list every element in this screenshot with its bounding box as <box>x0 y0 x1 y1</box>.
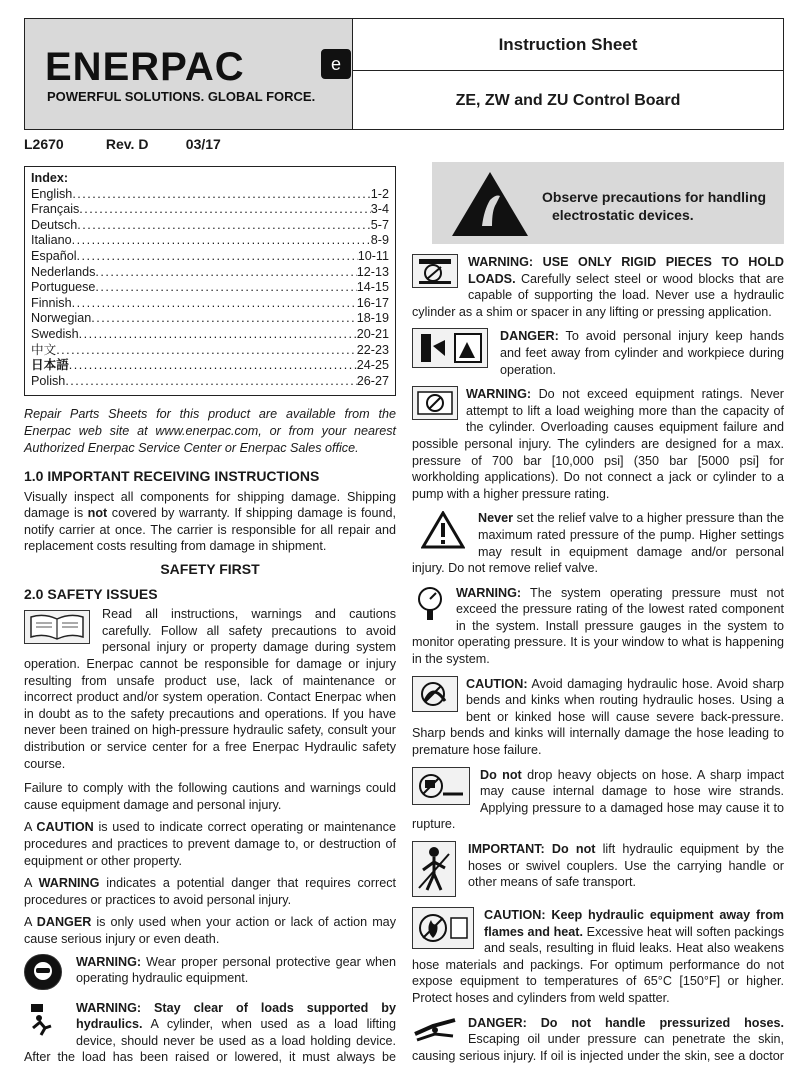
receiving-paragraph: Visually inspect all components for shipping damage. Shipping damage is not covered by warranty. If shipping damage is found, notify carrier at once. The carrier is responsible for all repair and replacement costs resulting from damage in shipment. <box>24 489 396 554</box>
index-pages: 22-23 <box>356 342 389 357</box>
hose-caution: CAUTION: Avoid damaging hydraulic hose. Avoid sharp bends and kinks when routing hydraulic hoses. Using a bent or kinked hose will cause severe back-pressure. Sharp bends and kinks will internally damage the hose leading to premature hose failure. <box>412 676 784 758</box>
esd-line-2: electrostatic devices. <box>552 207 694 223</box>
index-pages: 5-7 <box>370 217 389 232</box>
index-row[interactable] <box>31 374 389 390</box>
lift-by-hose-warning: IMPORTANT: Do not lift hydraulic equipment by the hoses or swivel couplers. Use the carrying handle or other means of safe transport. <box>468 842 784 890</box>
safety-intro: Read all instructions, warnings and cautions carefully. Follow all safety precautions to avoid personal injury or property damage during system operation. Enerpac cannot be responsible for damage or injury resulting from unsafe product use, lack of maintenance or incorrect product and/or system operation. Contact Enerpac when in doubt as to the safety precautions and operations. If you have never been trained on high-pressure hydraulic safety, consult your distribution or service center for a free Enerpac Hydraulic safety course. <box>24 607 396 771</box>
left-column <box>24 166 396 1066</box>
ppe-warning: WARNING: Wear proper personal protective gear when operating hydraulic equipment. <box>76 954 396 986</box>
index-pages: 20-21 <box>356 326 389 341</box>
index-language: 中文 <box>31 342 57 357</box>
brand-panel <box>25 19 353 129</box>
index-pages: 1-2 <box>370 186 389 201</box>
index-language: Finnish <box>31 295 72 310</box>
index-pages: 3-4 <box>370 202 389 217</box>
hands-danger: DANGER: To avoid personal injury keep hands and feet away from cylinder and workpiece during operation. <box>500 329 784 377</box>
index-language: Italiano <box>31 233 72 248</box>
index-pages: 16-17 <box>356 295 389 310</box>
pressurized-hose-block <box>412 1015 784 1066</box>
gauge-warning-block <box>412 585 784 668</box>
index-language: Portuguese <box>31 280 96 295</box>
enerpac-logo: ENERPAC <box>45 45 245 89</box>
index-language: Norwegian <box>31 311 92 326</box>
revision: Rev. D <box>105 136 149 152</box>
pressure-gauge-icon <box>412 585 448 625</box>
index-row[interactable] <box>31 296 389 312</box>
read-instructions-block <box>24 606 396 772</box>
document-header <box>24 18 784 130</box>
relief-valve-block <box>412 510 784 576</box>
index-row[interactable] <box>31 233 389 249</box>
failure-warning: Failure to comply with the following cautions and warnings could cause equipment damage and personal injury. <box>24 781 396 812</box>
loads-warning-block <box>24 1000 396 1066</box>
relief-valve-note: Never set the relief valve to a higher pressure than the maximum rated pressure of the pump. Higher settings may result in equipment damage and/or personal injury. Do not remove relief valve. <box>412 511 784 576</box>
right-column <box>412 162 784 1066</box>
language-index <box>24 166 396 396</box>
crush-hazard-icon <box>412 328 488 368</box>
section-1-heading: 1.0 IMPORTANT RECEIVING INSTRUCTIONS <box>24 468 320 485</box>
index-pages: 24-25 <box>356 358 389 373</box>
index-row[interactable] <box>31 202 389 218</box>
drop-objects-warning: Do not drop heavy objects on hose. A sharp impact may cause internal damage to hose wire strands. Applying pressure to a damaged hose may cause it to rupture. <box>412 767 784 832</box>
ppe-warning-block <box>24 954 396 992</box>
index-pages: 10-11 <box>357 248 389 263</box>
product-title: ZE, ZW and ZU Control Board <box>455 92 681 109</box>
index-row[interactable] <box>31 249 389 265</box>
overload-icon <box>412 386 458 420</box>
flame-heat-icon <box>412 907 474 949</box>
index-pages: 18-19 <box>356 311 389 326</box>
index-language: English <box>31 186 73 201</box>
section-2-heading: 2.0 SAFETY ISSUES <box>24 585 158 602</box>
hands-danger-block <box>412 328 784 378</box>
loads-warning: WARNING: Stay clear of loads supported by hydraulics. A cylinder, when used as a load lifting device, should never be used as a load holding device. After the load has been raised or lowered, it must always be <box>24 1000 396 1065</box>
index-row[interactable] <box>31 265 389 281</box>
oil-injection-icon <box>412 1015 458 1045</box>
index-language: Swedish <box>31 326 79 341</box>
rigid-pieces-warning: WARNING: USE ONLY RIGID PIECES TO HOLD LOADS. Carefully select steel or wood blocks that are capable of supporting the load. Never use a hydraulic cylinder as a shim or spacer in any lifting or pressing application. <box>412 255 784 319</box>
danger-definition: A DANGER is only used when your action or lack of action may cause serious injury or even death. <box>24 915 396 946</box>
rigid-pieces-block <box>412 254 784 320</box>
index-language: Français <box>31 202 80 217</box>
index-language: Nederlands <box>31 264 96 279</box>
index-language: Polish <box>31 373 66 388</box>
index-pages: 12-13 <box>356 264 389 279</box>
drop-objects-block <box>412 767 784 833</box>
title-panel <box>353 19 783 129</box>
index-row[interactable] <box>31 343 389 359</box>
index-pages: 14-15 <box>356 280 389 295</box>
heat-caution-block <box>412 907 784 1007</box>
index-language: Español <box>31 248 77 263</box>
caution-definition: A CAUTION is used to indicate correct operating or maintenance procedures and practices to prevent damage to, or destruction of equipment or other property. <box>24 820 396 868</box>
pressurized-hose-danger: DANGER: Do not handle pressurized hoses. Escaping oil under pressure can penetrate the skin, causing serious injury. If oil is injected under the skin, see a doctor <box>412 1015 784 1063</box>
protective-gear-icon <box>24 954 62 990</box>
index-row[interactable] <box>31 327 389 343</box>
index-row[interactable] <box>31 280 389 296</box>
index-row[interactable] <box>31 358 389 374</box>
index-language: Deutsch <box>31 217 78 232</box>
kinked-hose-icon <box>412 676 458 712</box>
carry-handle-icon <box>412 841 456 897</box>
index-title: Index: <box>31 171 69 185</box>
manual-book-icon <box>24 610 90 644</box>
hose-caution-block <box>412 676 784 759</box>
warning-definition: A WARNING indicates a potential danger that requires correct procedures or practices to avoid personal injury. <box>24 876 396 907</box>
doc-date: 03/17 <box>185 136 221 152</box>
index-row[interactable] <box>31 311 389 327</box>
lift-by-hose-block <box>412 841 784 899</box>
falling-object-icon <box>412 767 470 805</box>
esd-line-1: Observe precautions for handling <box>542 189 767 205</box>
esd-warning-icon <box>450 170 530 238</box>
ratings-warning: WARNING: Do not exceed equipment ratings. Never attempt to lift a load weighing more than the capacity of the cylinder. Overloading causes equipment failure and possible personal injury. The cylinders are designed for a max. pressure of 700 bar [10,000 psi] (350 bar [5000 psi] for workholding applications). Do not connect a jack or cylinder to a pump with a higher pressure rating. <box>412 387 784 501</box>
index-row[interactable] <box>31 187 389 203</box>
repair-parts-note: Repair Parts Sheets for this product are available from the Enerpac web site at www.enerpac.com, or from your nearest Authorized Enerpac Service Center or Enerpac Sales office. <box>24 407 396 455</box>
rigid-block-icon <box>412 254 458 288</box>
index-language: 日本語 <box>31 358 69 373</box>
index-pages: 26-27 <box>356 373 389 388</box>
tagline: POWERFUL SOLUTIONS. GLOBAL FORCE. <box>47 89 316 104</box>
heat-caution: CAUTION: Keep hydraulic equipment away from flames and heat. Excessive heat will soften packings and seals, resulting in fluid leaks. Heat also weakens hose materials and packings. For optimum performance do not expose equipment to temperatures of 65°C [150°F] or higher. Protect hoses and cylinders from weld spatter. <box>412 908 784 1005</box>
sheet-type: Instruction Sheet <box>353 19 783 71</box>
ratings-warning-block <box>412 386 784 502</box>
index-pages: 8-9 <box>370 233 389 248</box>
esd-notice <box>432 162 784 244</box>
safety-first-heading: SAFETY FIRST <box>160 561 260 578</box>
document-info <box>24 136 221 152</box>
doc-number: L2670 <box>24 136 64 152</box>
index-row[interactable] <box>31 218 389 234</box>
gauge-warning: WARNING: The system operating pressure must not exceed the pressure rating of the lowest rated component in the system. Install pressure gauges in the system to monitor operating pressure. It is your window to what is happening in the system. <box>412 585 784 667</box>
falling-load-icon <box>24 1002 62 1038</box>
warning-triangle-icon <box>416 510 470 550</box>
logo-mark-icon: e <box>321 49 351 79</box>
